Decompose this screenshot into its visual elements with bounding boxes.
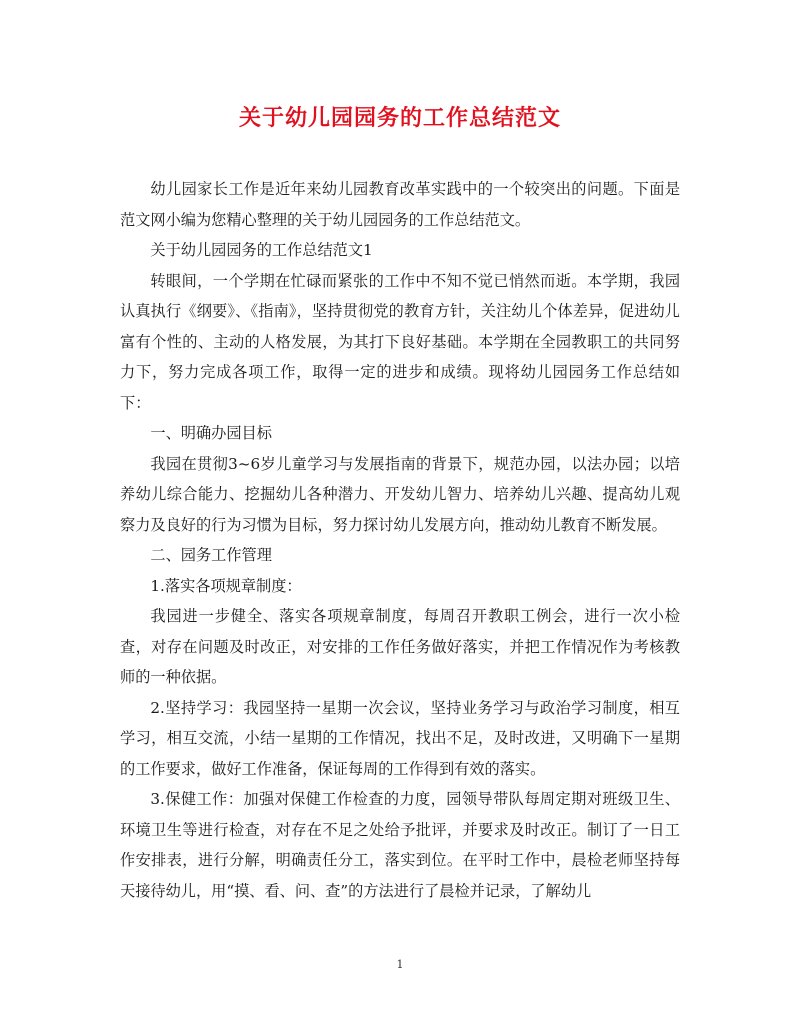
paragraph: 我园在贯彻3~6岁儿童学习与发展指南的背景下，规范办园，以法办园；以培养幼儿综合能力、挖掘幼儿各种潜力、开发幼儿智力、培养幼儿兴趣、提高幼儿观察力及良好的行为习惯为目标，努力探讨幼儿发展方向，推动幼儿教育不断发展。: [120, 454, 680, 534]
paragraph-intro: 幼儿园家长工作是近年来幼儿园教育改革实践中的一个较突出的问题。下面是范文网小编为您精心整理的关于幼儿园园务的工作总结范文。: [120, 180, 680, 229]
paragraph: 2.坚持学习：我园坚持一星期一次会议，坚持业务学习与政治学习制度，相互学习，相互交流，小结一星期的工作情况，找出不足，及时改进，又明确下一星期的工作要求，做好工作准备，保证每周的工作得到有效的落实。: [120, 698, 680, 778]
section-heading: 一、明确办园目标: [150, 424, 272, 442]
paragraph: 3.保健工作：加强对保健工作检查的力度，园领导带队每周定期对班级卫生、环境卫生等进行检查，对存在不足之处给予批评，并要求及时改正。制订了一日工作安排表，进行分解，明确责任分工，落实到位。在平时工作中，晨检老师坚持每天接待幼儿，用“摸、看、问、查”的方法进行了晨检并记录，了解幼儿: [120, 790, 680, 900]
paragraph: 我园进一步健全、落实各项规章制度，每周召开教职工例会，进行一次小检查，对存在问题及时改正，对安排的工作任务做好落实，并把工作情况作为考核教师的一种依据。: [120, 607, 680, 686]
document-title: 关于幼儿园园务的工作总结范文: [238, 105, 561, 131]
page-number: 1: [396, 958, 404, 971]
document-body: [120, 174, 680, 906]
section-heading: 二、园务工作管理: [150, 546, 272, 564]
paragraph: 转眼间，一个学期在忙碌而紧张的工作中不知不觉已悄然而逝。本学期，我园认真执行《纲要》、《指南》，坚持贯彻党的教育方针，关注幼儿个体差异，促进幼儿富有个性的、主动的人格发展，为其打下良好基础。本学期在全园教职工的共同努力下，努力完成各项工作，取得一定的进步和成绩。现将幼儿园园务工作总结如下：: [120, 271, 680, 412]
section-heading: 关于幼儿园园务的工作总结范文1: [150, 241, 373, 259]
subsection-heading: 1.落实各项规章制度：: [150, 576, 302, 595]
